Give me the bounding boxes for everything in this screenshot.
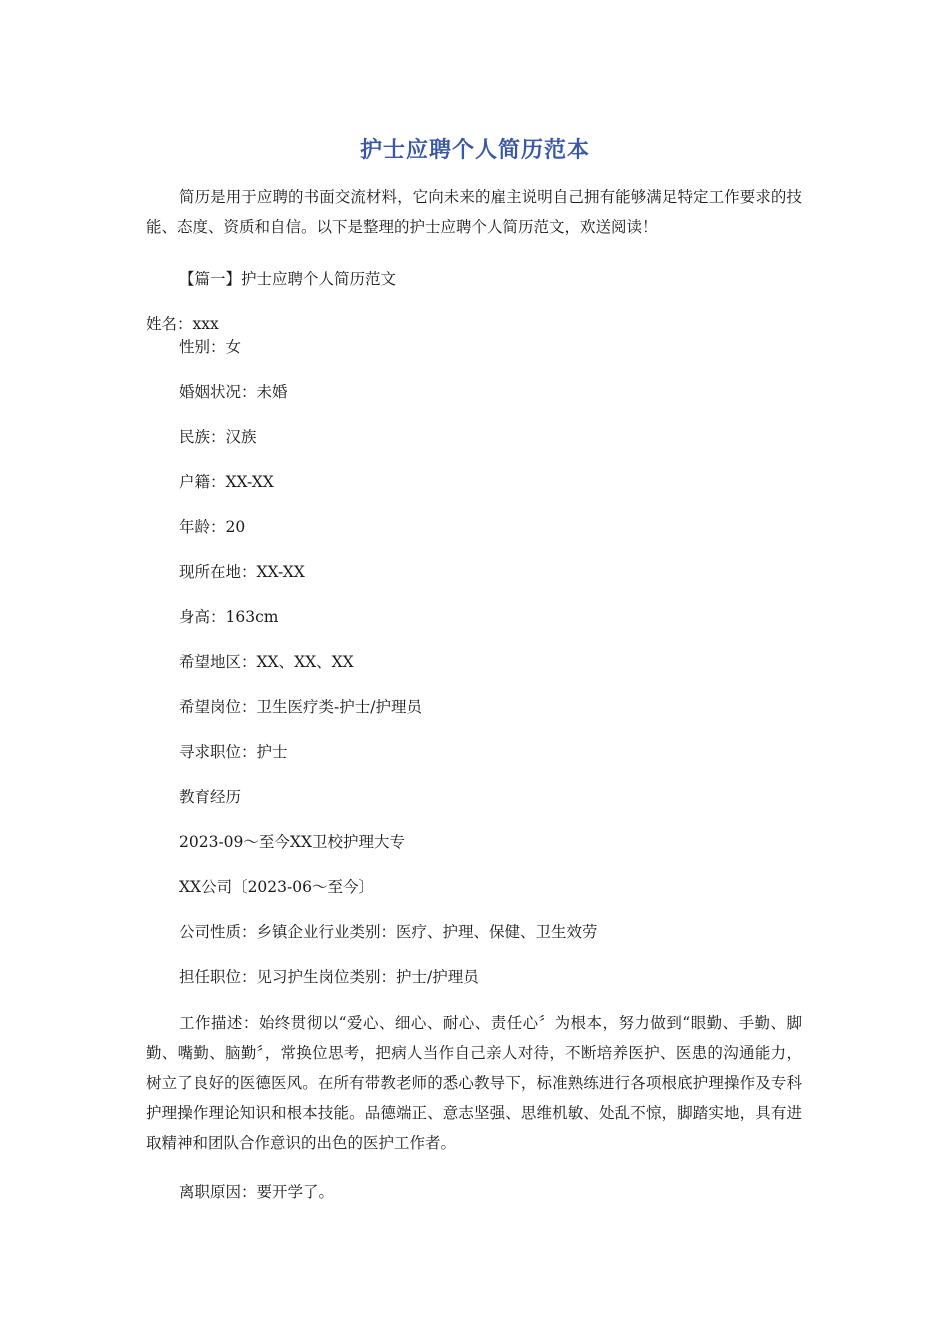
field-marital-status: 婚姻状况：未婚 bbox=[179, 383, 288, 401]
section-heading: 【篇一】护士应聘个人简历范文 bbox=[179, 270, 397, 288]
education-heading: 教育经历 bbox=[179, 788, 242, 806]
field-sought-position: 寻求职位：护士 bbox=[179, 743, 288, 761]
field-age: 年龄：20 bbox=[179, 518, 246, 536]
field-desired-region: 希望地区：XX、XX、XX bbox=[179, 653, 354, 671]
position-held: 担任职位：见习护生岗位类别：护士/护理员 bbox=[179, 968, 479, 986]
document-title: 护士应聘个人简历范本 bbox=[359, 138, 590, 163]
company-nature: 公司性质：乡镇企业行业类别：医疗、护理、保健、卫生效劳 bbox=[179, 923, 598, 941]
field-current-location: 现所在地：XX-XX bbox=[179, 563, 305, 581]
field-desired-post: 希望岗位：卫生医疗类-护士/护理员 bbox=[179, 698, 422, 716]
field-ethnicity: 民族：汉族 bbox=[179, 428, 257, 446]
company-entry: XX公司〔2023-06～至今〕 bbox=[179, 878, 374, 896]
field-height: 身高：163cm bbox=[179, 608, 279, 626]
work-description-paragraph: 工作描述：始终贯彻以“爱心、细心、耐心、责任心〞为根本，努力做到“眼勤、手勤、脚勤、嘴勤、脑勤〞，常换位思考，把病人当作自己亲人对待，不断培养医护、医患的沟通能力，树立了良好的医德医风。在所有带教老师的悉心教导下，标准熟练进行各项根底护理操作及专科护理操作理论知识和根本技能。品德端正、意志坚强、思维机敏、处乱不惊，脚踏实地，具有进取精神和团队合作意识的出色的医护工作者。 bbox=[146, 1014, 802, 1152]
leave-reason: 离职原因：要开学了。 bbox=[179, 1183, 335, 1201]
name-line: 姓名：xxx bbox=[146, 315, 219, 333]
field-household-registration: 户籍：XX-XX bbox=[179, 473, 274, 491]
intro-paragraph: 简历是用于应聘的书面交流材料，它向未来的雇主说明自己拥有能够满足特定工作要求的技能、态度、资质和自信。以下是整理的护士应聘个人简历范文，欢送阅读！ bbox=[146, 188, 802, 236]
field-gender: 性别：女 bbox=[179, 338, 242, 356]
education-entry: 2023-09～至今XX卫校护理大专 bbox=[179, 833, 405, 851]
